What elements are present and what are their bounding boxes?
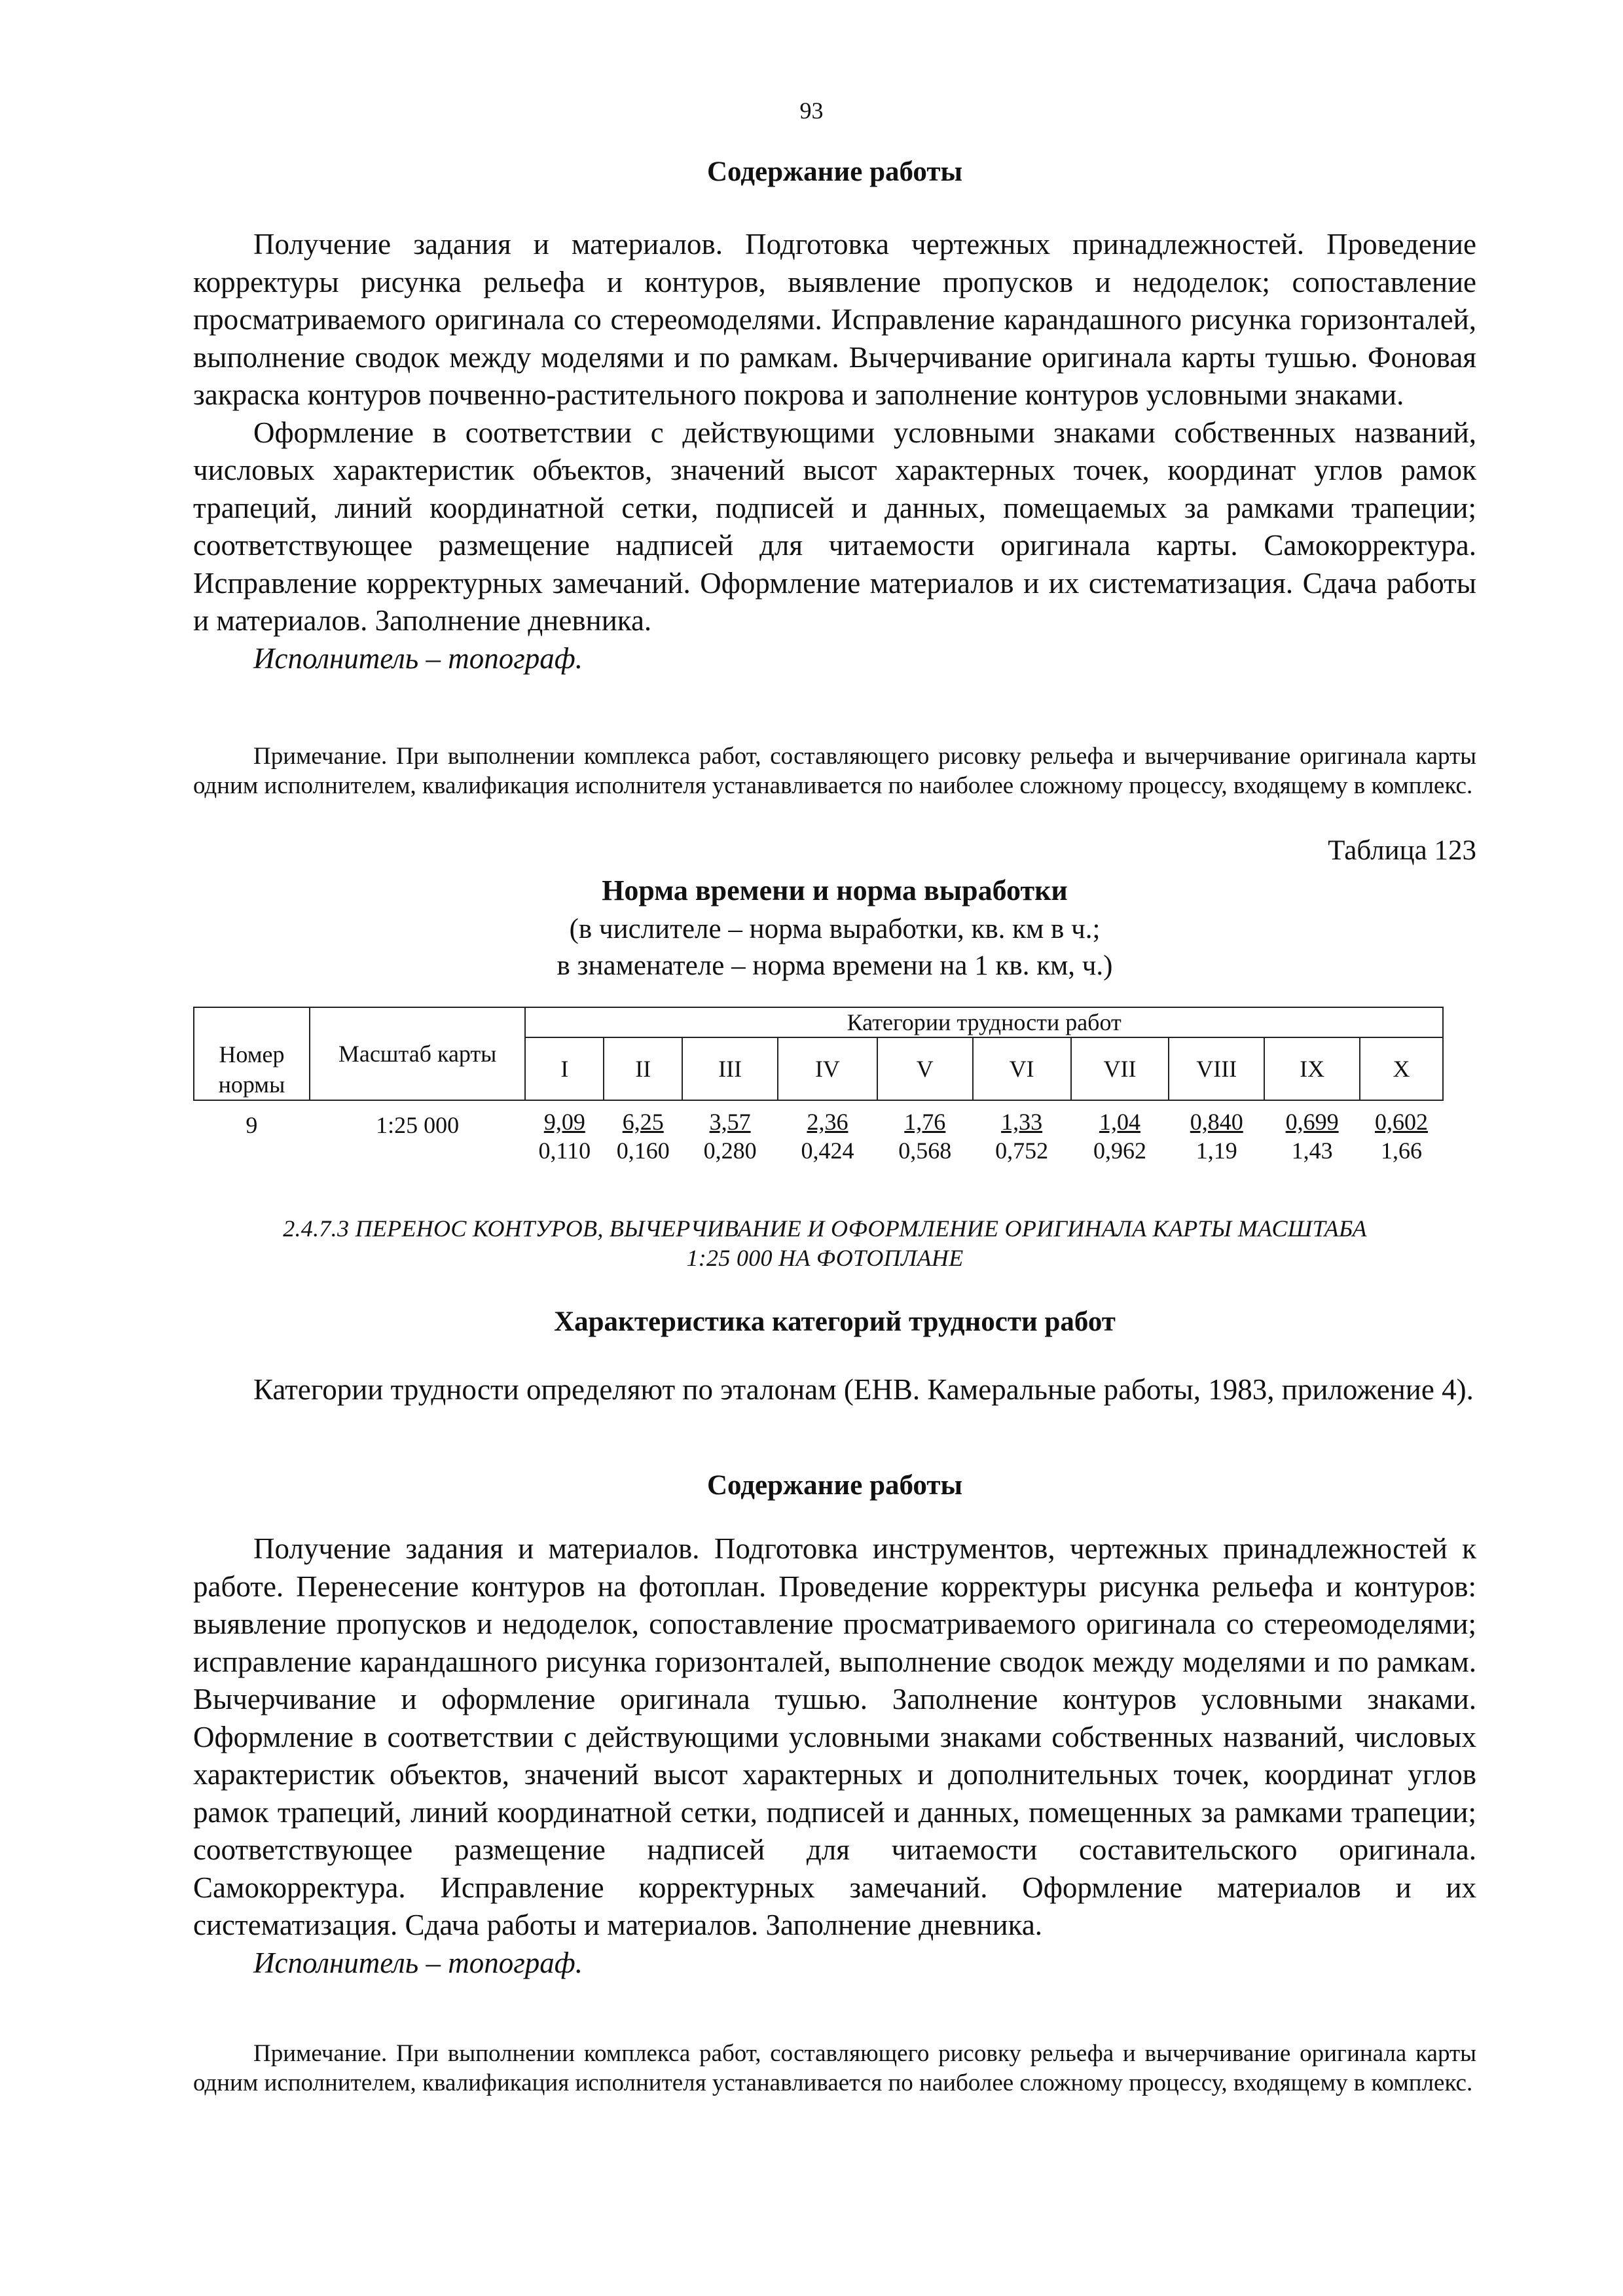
section-1-paragraph-1: Получение задания и материалов. Подготовка чертежных принадлежностей. Проведение корректуры рисунка рельефа и контуров, выявление пропусков и недоделок; сопоставление просматриваемого оригинала со стереомоделями. Исправление карандашного рисунка горизонталей, выполнение сводок между моделями и по рамкам. Вычерчивание оригинала карты тушью. Фоновая закраска контуров почвенно-растительного покрова и заполнение контуров условными знаками. (193, 228, 1476, 411)
table-title: Норма времени и норма выработки (602, 874, 1068, 906)
header-cat-10: X (1360, 1037, 1443, 1100)
section-2-categories-text-block (193, 1371, 1476, 1409)
header-cat-3: III (682, 1037, 778, 1100)
header-cat-2: II (604, 1037, 682, 1100)
value-cat-3 (682, 1100, 778, 1165)
header-cat-9: IX (1264, 1037, 1360, 1100)
value-cat-4 (778, 1100, 877, 1165)
section-2-paragraph: Получение задания и материалов. Подготовка инструментов, чертежных принадлежностей к работе. Перенесение контуров на фотоплан. Проведение корректуры рисунка рельефа и контуров: выявление пропусков и недоделок, сопоставление просматриваемого оригинала со стереомоделями; исправление карандашного рисунка горизонталей, выполнение сводок между моделями и по рамкам. Вычерчивание и оформление оригинала тушью. Заполнение контуров условными знаками. Оформление в соответствии с действующими условными знаками собственных названий, числовых характеристик объектов, значений высот характерных и дополнительных точек, координат углов рамок трапеций, линий координатной сетки, подписей и данных, помещенных за рамками трапеции; соответствующее размещение надписей для читаемости составительского оригинала. Самокорректура. Исправление корректурных замечаний. Оформление материалов и их систематизация. Сдача работы и материалов. Заполнение дневника. (193, 1532, 1476, 1941)
numerator: 1,04 (1099, 1109, 1140, 1135)
denominator: 0,568 (898, 1138, 952, 1164)
value-cat-1 (525, 1100, 604, 1165)
value-cat-10 (1360, 1100, 1443, 1165)
section-2-content-heading-block (193, 1469, 1476, 1501)
denominator: 1,19 (1195, 1138, 1237, 1164)
value-cat-8 (1169, 1100, 1264, 1165)
table-123-title-block (193, 874, 1476, 984)
numerator: 2,36 (807, 1109, 848, 1135)
header-cat-5: V (877, 1037, 973, 1100)
section-1-note: Примечание. При выполнении комплекса работ, составляющего рисовку рельефа и вычерчивание оригинала карты одним исполнителем, квалификация исполнителя устанавливается по наиболее сложному процессу, входящему в комплекс. (193, 743, 1476, 799)
section-caption-line-1: 2.4.7.3 ПЕРЕНОС КОНТУРОВ, ВЫЧЕРЧИВАНИЕ И ОФОРМЛЕНИЕ ОРИГИНАЛА КАРТЫ МАСШТАБА (283, 1215, 1367, 1242)
row-scale: 1:25 000 (376, 1112, 460, 1138)
numerator: 1,33 (1001, 1109, 1043, 1135)
table-subtitle-1: (в числителе – норма выработки, кв. км в ч.; (569, 914, 1101, 944)
section-2-body (193, 1530, 1476, 1982)
value-cat-6 (973, 1100, 1071, 1165)
denominator: 1,43 (1291, 1138, 1333, 1164)
section-2-caption (183, 1214, 1467, 1273)
header-scale: Масштаб карты (310, 1007, 526, 1100)
denominator: 0,110 (538, 1138, 591, 1164)
numerator: 0,840 (1190, 1109, 1243, 1135)
numerator: 6,25 (622, 1109, 664, 1135)
page-number: 93 (799, 98, 824, 124)
denominator: 0,962 (1093, 1138, 1146, 1164)
header-number: Номер нормы (194, 1039, 310, 1100)
section-1-paragraph-2: Оформление в соответствии с действующими условными знаками собственных названий, числовых характеристик объектов, значений высот характерных точек, координат углов рамок трапеций, линий координатной сетки, подписей и данных, помещаемых за рамками трапеции; соответствующее размещение надписей для читаемости оригинала карты. Самокорректура. Исправление корректурных замечаний. Оформление материалов и их систематизация. Сдача работы и материалов. Заполнение дневника. (193, 416, 1476, 637)
section-1-heading: Содержание работы (706, 156, 963, 187)
section-1-executor: Исполнитель – топограф. (253, 641, 583, 675)
denominator: 1,66 (1381, 1138, 1423, 1164)
value-cat-2 (604, 1100, 682, 1165)
table-123-label-block (193, 834, 1476, 867)
table-data-row (194, 1100, 1443, 1165)
categories-text: Категории трудности определяют по эталонам (ЕНВ. Камеральные работы, 1983, приложение 4). (253, 1373, 1474, 1406)
table-label: Таблица 123 (1328, 835, 1476, 866)
header-categories: Категории трудности работ (525, 1007, 1443, 1037)
section-2-executor: Исполнитель – топограф. (253, 1946, 583, 1979)
categories-heading: Характеристика категорий трудности работ (554, 1306, 1116, 1337)
value-cat-5 (877, 1100, 973, 1165)
numerator: 9,09 (543, 1109, 585, 1135)
header-cat-7: VII (1071, 1037, 1169, 1100)
value-cat-9 (1264, 1100, 1360, 1165)
numerator: 1,76 (904, 1109, 946, 1135)
table-header-row-1 (194, 1007, 1443, 1037)
section-1-note-block (193, 742, 1476, 800)
header-cat-1: I (525, 1037, 604, 1100)
section-2-categories-heading-block (193, 1306, 1476, 1338)
section-2-note-block (193, 2039, 1476, 2098)
section-2-note: Примечание. При выполнении комплекса работ, составляющего рисовку рельефа и вычерчивание оригинала карты одним исполнителем, квалификация исполнителя устанавливается по наиболее сложному процессу, входящему в комплекс. (193, 2040, 1476, 2096)
numerator: 0,699 (1285, 1109, 1339, 1135)
denominator: 0,424 (801, 1138, 854, 1164)
header-cat-6: VI (973, 1037, 1071, 1100)
section-1 (193, 156, 1476, 188)
value-cat-7 (1071, 1100, 1169, 1165)
denominator: 0,160 (616, 1138, 670, 1164)
norms-table (193, 1007, 1444, 1165)
numerator: 0,602 (1375, 1109, 1429, 1135)
table-subtitle-2: в знаменателе – норма времени на 1 кв. км, ч.) (556, 950, 1113, 981)
header-cat-4: IV (778, 1037, 877, 1100)
numerator: 3,57 (709, 1109, 751, 1135)
section-caption-line-2: 1:25 000 НА ФОТОПЛАНЕ (686, 1245, 964, 1271)
row-number: 9 (246, 1112, 258, 1138)
header-number-top (194, 1007, 310, 1039)
denominator: 0,280 (703, 1138, 757, 1164)
section-2-heading: Содержание работы (706, 1470, 963, 1501)
header-cat-8: VIII (1169, 1037, 1264, 1100)
denominator: 0,752 (995, 1138, 1049, 1164)
section-1-body (193, 226, 1476, 677)
